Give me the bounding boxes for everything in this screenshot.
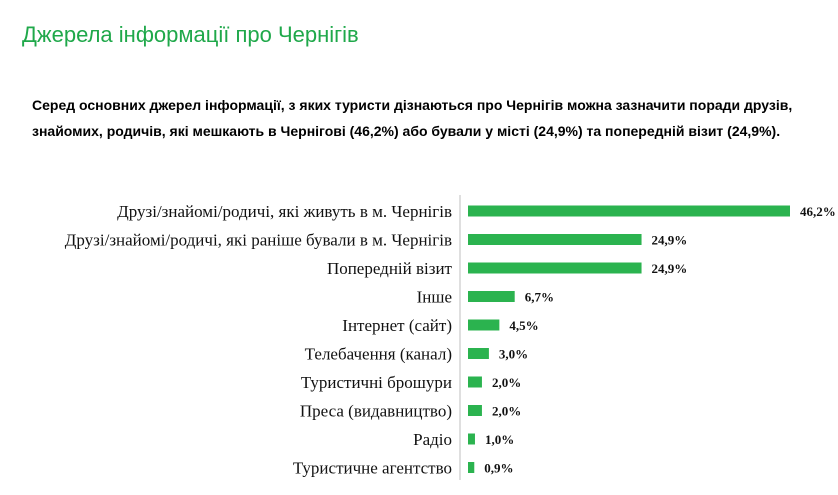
data-label: 4,5% bbox=[509, 318, 539, 333]
category-label: Радіо bbox=[413, 430, 452, 449]
data-label: 24,9% bbox=[651, 261, 688, 276]
bar bbox=[468, 206, 790, 217]
bar bbox=[468, 434, 475, 445]
bar bbox=[468, 377, 482, 388]
bar bbox=[468, 234, 642, 245]
summary-text: Серед основних джерел інформації, з яких туристи дізнаються про Чернігів можна зазначити поради друзів, знайомих, родичів, які мешкають в Чернігові (46,2%) або бували у місті (24,9%) та попередній візит (24,9%). bbox=[32, 97, 793, 139]
category-label: Попередній візит bbox=[326, 259, 452, 278]
bar bbox=[468, 462, 474, 473]
data-label: 3,0% bbox=[498, 346, 529, 362]
category-label: Телебачення (канал) bbox=[304, 344, 452, 364]
data-label: 2,0% bbox=[491, 403, 522, 419]
category-label: Друзі/знайомі/родичі, які живуть в м. Чернігів bbox=[117, 202, 452, 221]
bar bbox=[468, 320, 499, 331]
bar bbox=[468, 263, 642, 274]
page-title: Джерела інформації про Чернігів bbox=[22, 22, 359, 47]
category-label: Туристичне агентство bbox=[292, 458, 452, 478]
data-label: 6,7% bbox=[524, 289, 554, 305]
bar-chart bbox=[0, 190, 838, 485]
data-label: 1,0% bbox=[484, 432, 515, 447]
category-label: Туристичні брошури bbox=[300, 373, 452, 392]
category-label: Преса (видавництво) bbox=[299, 401, 452, 421]
data-label: 46,2% bbox=[800, 204, 836, 219]
data-label: 24,9% bbox=[651, 232, 688, 248]
category-label: Інтернет (сайт) bbox=[342, 316, 452, 335]
bar bbox=[468, 291, 515, 302]
data-label: 0,9% bbox=[484, 460, 514, 476]
category-label: Друзі/знайомі/родичі, які раніше бували в м. Чернігів bbox=[64, 230, 452, 250]
bar bbox=[468, 405, 482, 416]
category-label: Інше bbox=[416, 287, 452, 307]
bar bbox=[468, 348, 489, 359]
data-label: 2,0% bbox=[491, 375, 522, 390]
